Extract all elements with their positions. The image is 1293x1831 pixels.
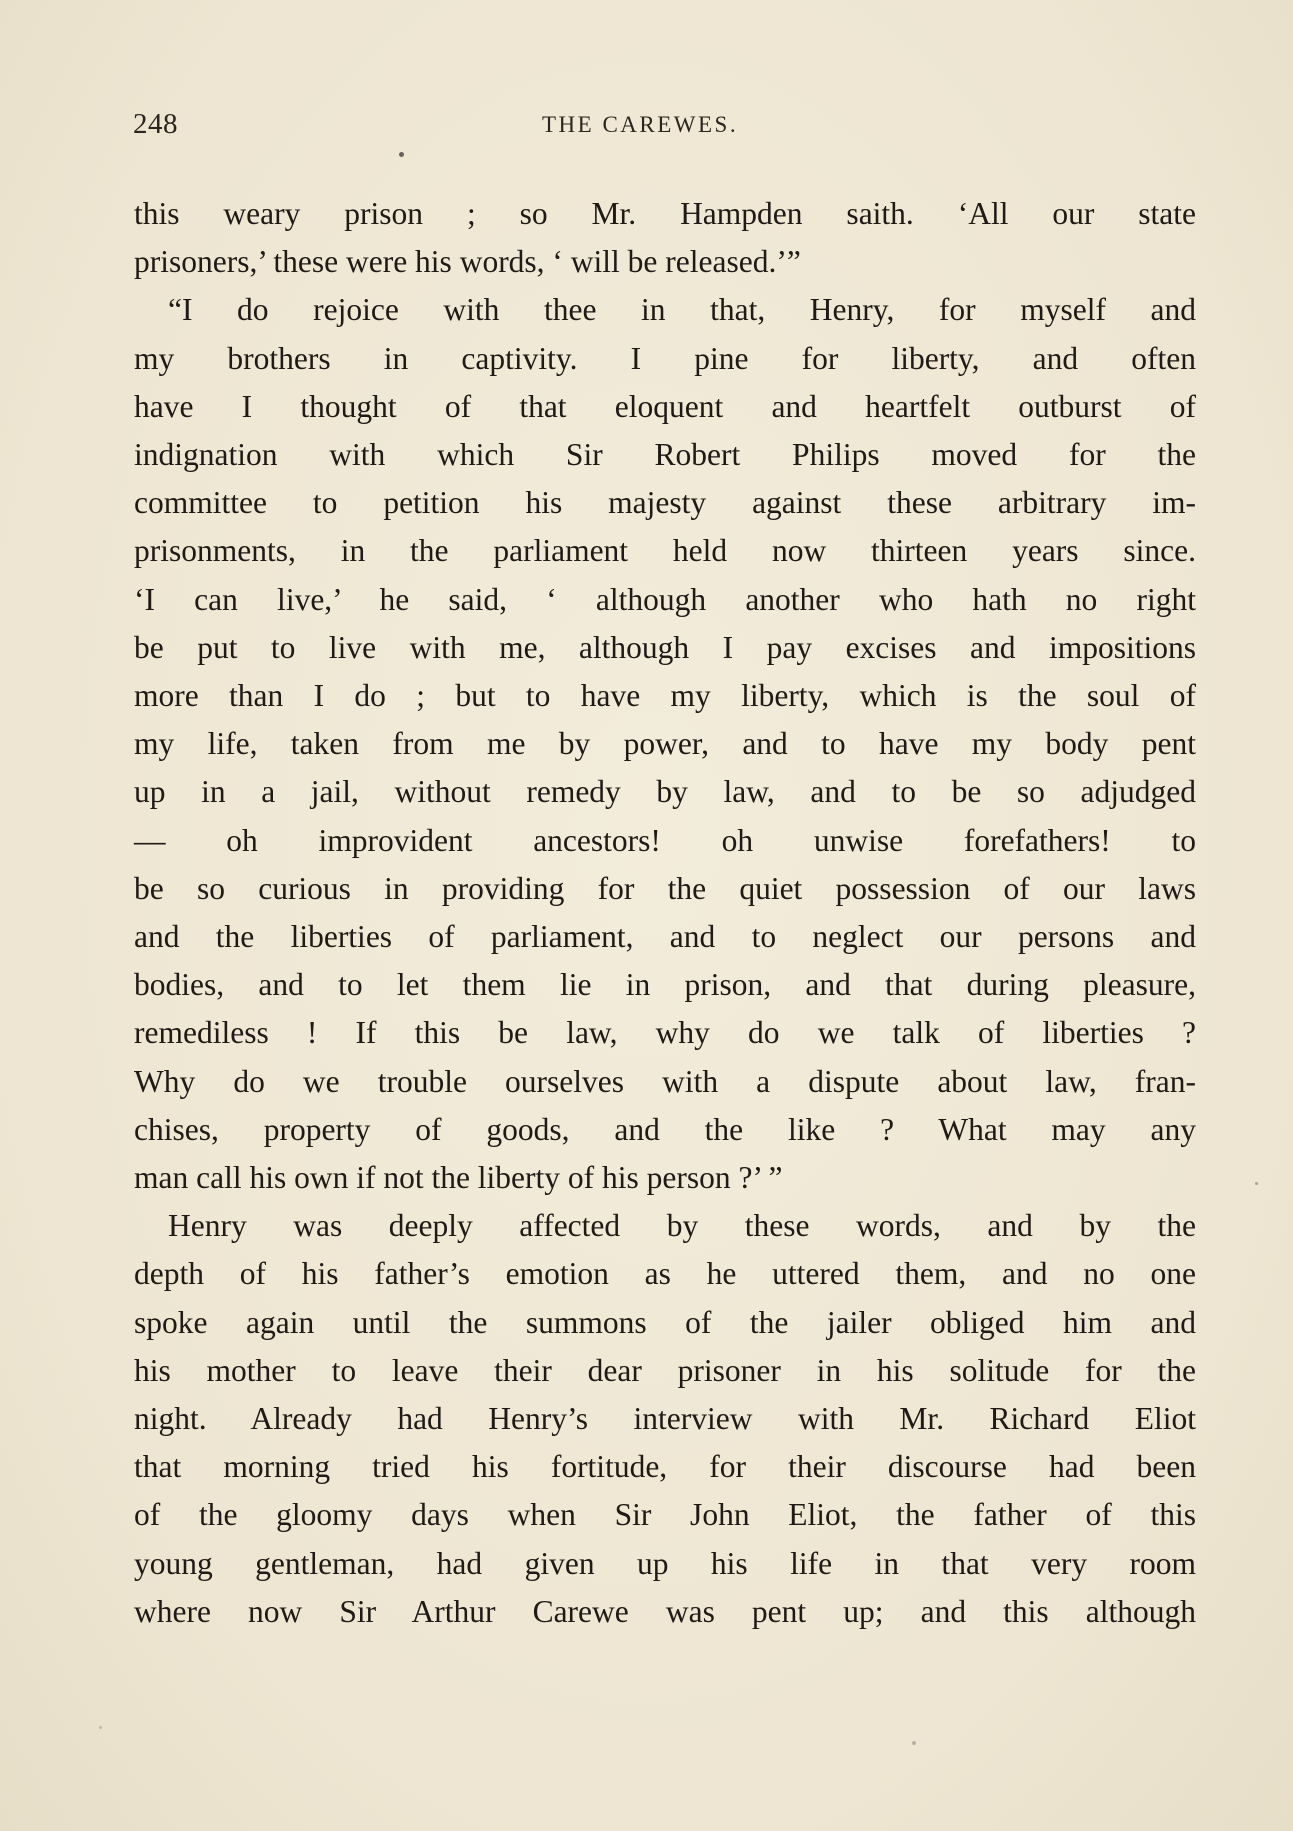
text-line: — oh improvident ancestors! oh unwise forefathers! to bbox=[134, 822, 1196, 858]
text-line: and the liberties of parliament, and to neglect our persons and bbox=[134, 919, 1196, 955]
text-line: “I do rejoice with thee in that, Henry, for myself and bbox=[168, 292, 1196, 328]
text-line: man call his own if not the liberty of his person ?’ ” bbox=[134, 1160, 783, 1196]
text-line: have I thought of that eloquent and heartfelt outburst of bbox=[134, 388, 1196, 424]
text-line: Henry was deeply affected by these words, and by the bbox=[168, 1208, 1196, 1244]
text-line: spoke again until the summons of the jailer obliged him and bbox=[134, 1304, 1196, 1340]
text-line: depth of his father’s emotion as he uttered them, and no one bbox=[134, 1256, 1196, 1292]
text-line: where now Sir Arthur Carewe was pent up; and this although bbox=[134, 1593, 1196, 1629]
text-line: chises, property of goods, and the like ? What may any bbox=[134, 1111, 1196, 1147]
text-line: be so curious in providing for the quiet possession of our laws bbox=[134, 870, 1196, 906]
text-line: bodies, and to let them lie in prison, and that during pleasure, bbox=[134, 967, 1196, 1003]
text-line: remediless ! If this be law, why do we talk of liberties ? bbox=[134, 1015, 1196, 1051]
paper-speck bbox=[99, 1726, 102, 1729]
text-line: Why do we trouble ourselves with a dispute about law, fran- bbox=[134, 1063, 1196, 1099]
running-title: THE CAREWES. bbox=[542, 112, 739, 137]
paper-speck bbox=[912, 1741, 916, 1745]
text-line: up in a jail, without remedy by law, and to be so adjudged bbox=[134, 774, 1196, 810]
text-line: committee to petition his majesty against these arbitrary im- bbox=[134, 485, 1196, 521]
text-line: my brothers in captivity. I pine for liberty, and often bbox=[134, 340, 1196, 376]
text-line: young gentleman, had given up his life in that very room bbox=[134, 1545, 1196, 1581]
text-line: his mother to leave their dear prisoner in his solitude for the bbox=[134, 1352, 1196, 1388]
paper-speck bbox=[1255, 1182, 1258, 1185]
text-line: prisoners,’ these were his words, ‘ will be released.’” bbox=[134, 244, 801, 280]
page-number: 248 bbox=[133, 108, 178, 140]
text-line: be put to live with me, although I pay excises and impositions bbox=[134, 629, 1196, 665]
text-line: more than I do ; but to have my liberty, which is the soul of bbox=[134, 678, 1196, 714]
text-line: of the gloomy days when Sir John Eliot, the father of this bbox=[134, 1497, 1196, 1533]
text-line: prisonments, in the parliament held now thirteen years since. bbox=[134, 533, 1196, 569]
text-line: that morning tried his fortitude, for their discourse had been bbox=[134, 1449, 1196, 1485]
running-head bbox=[133, 108, 1193, 148]
text-line: ‘I can live,’ he said, ‘ although another who hath no right bbox=[134, 581, 1196, 617]
paper-speck bbox=[399, 152, 404, 157]
text-line: night. Already had Henry’s interview with Mr. Richard Eliot bbox=[134, 1401, 1196, 1437]
text-line: my life, taken from me by power, and to have my body pent bbox=[134, 726, 1196, 762]
text-line: this weary prison ; so Mr. Hampden saith. ‘All our state bbox=[134, 196, 1196, 231]
body-text bbox=[134, 190, 1196, 1636]
text-line: indignation with which Sir Robert Philips moved for the bbox=[134, 437, 1196, 473]
